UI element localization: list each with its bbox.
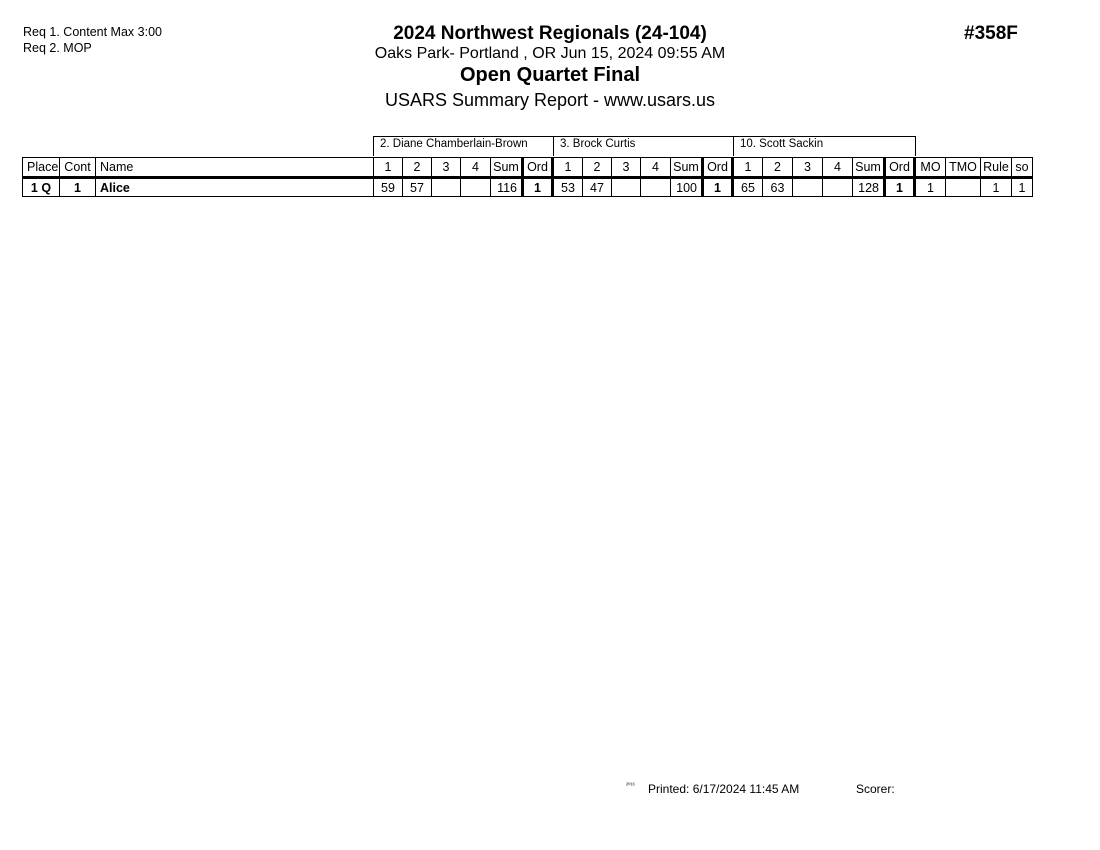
cell-mo: 1 (915, 178, 946, 197)
cell-rule: 1 (980, 178, 1012, 197)
col-header-j1-m3: 3 (431, 157, 461, 177)
col-header-j2-m3: 3 (611, 157, 641, 177)
judge-header-1: 2. Diane Chamberlain-Brown (373, 136, 554, 156)
col-header-mo: MO (915, 157, 946, 177)
col-header-j3-m3: 3 (792, 157, 823, 177)
col-header-tmo: TMO (945, 157, 981, 177)
cell-j2-m4 (640, 178, 671, 197)
cell-cont: 1 (59, 178, 96, 197)
cell-j1-ord: 1 (521, 178, 554, 197)
cell-j2-m3 (611, 178, 641, 197)
col-header-j3-ord: Ord (883, 157, 916, 177)
cell-j3-m3 (792, 178, 823, 197)
col-header-j3-m2: 2 (762, 157, 793, 177)
col-header-j3-m4: 4 (822, 157, 853, 177)
cell-j1-m1: 59 (373, 178, 403, 197)
cell-place: 1 Q (22, 178, 60, 197)
cell-j3-sum: 128 (852, 178, 884, 197)
col-header-name: Name (95, 157, 374, 177)
cell-so: 1 (1011, 178, 1033, 197)
cell-name: Alice (95, 178, 374, 197)
col-header-j2-ord: Ord (701, 157, 734, 177)
col-header-j1-m1: 1 (373, 157, 403, 177)
page-title: 2024 Northwest Regionals (24-104) (393, 23, 707, 44)
col-header-j2-m1: 1 (553, 157, 583, 177)
cell-j1-m4 (460, 178, 491, 197)
cell-tmo (945, 178, 981, 197)
col-header-j1-sum: Sum (490, 157, 522, 177)
location-line: Oaks Park- Portland , OR Jun 15, 2024 09:55 AM (374, 45, 726, 62)
cell-j2-sum: 100 (670, 178, 702, 197)
col-header-cont: Cont (59, 157, 96, 177)
cell-j3-m4 (822, 178, 853, 197)
col-header-j3-sum: Sum (852, 157, 884, 177)
col-header-j3-m1: 1 (733, 157, 763, 177)
cell-j2-ord: 1 (701, 178, 734, 197)
col-header-j2-m4: 4 (640, 157, 671, 177)
col-header-place: Place (22, 157, 60, 177)
printed-timestamp: Printed: 6/17/2024 11:45 AM (648, 782, 800, 796)
cell-j2-m2: 47 (582, 178, 612, 197)
col-header-j1-m4: 4 (460, 157, 491, 177)
col-header-j1-m2: 2 (402, 157, 432, 177)
event-title: Open Quartet Final (459, 64, 641, 86)
scorer-label: Scorer: (856, 782, 895, 796)
report-title: USARS Summary Report - www.usars.us (384, 90, 716, 110)
header-divider (22, 177, 1033, 178)
cell-j1-sum: 116 (490, 178, 522, 197)
requirement-2: Req 2. MOP (23, 41, 92, 55)
cell-j3-m2: 63 (762, 178, 793, 197)
cell-j3-ord: 1 (883, 178, 916, 197)
col-header-j1-ord: Ord (521, 157, 554, 177)
col-header-j2-sum: Sum (670, 157, 702, 177)
requirement-1: Req 1. Content Max 3:00 (23, 25, 162, 39)
cell-j1-m3 (431, 178, 461, 197)
col-header-so: so (1011, 157, 1033, 177)
cell-j1-m2: 57 (402, 178, 432, 197)
cell-j3-m1: 65 (733, 178, 763, 197)
cell-j2-m1: 53 (553, 178, 583, 197)
event-code: #358F (964, 23, 1018, 44)
col-header-j2-m2: 2 (582, 157, 612, 177)
judge-header-2: 3. Brock Curtis (553, 136, 734, 156)
software-mark: ²⁰¹⁶ (626, 783, 635, 789)
judge-header-3: 10. Scott Sackin (733, 136, 916, 156)
col-header-rule: Rule (980, 157, 1012, 177)
